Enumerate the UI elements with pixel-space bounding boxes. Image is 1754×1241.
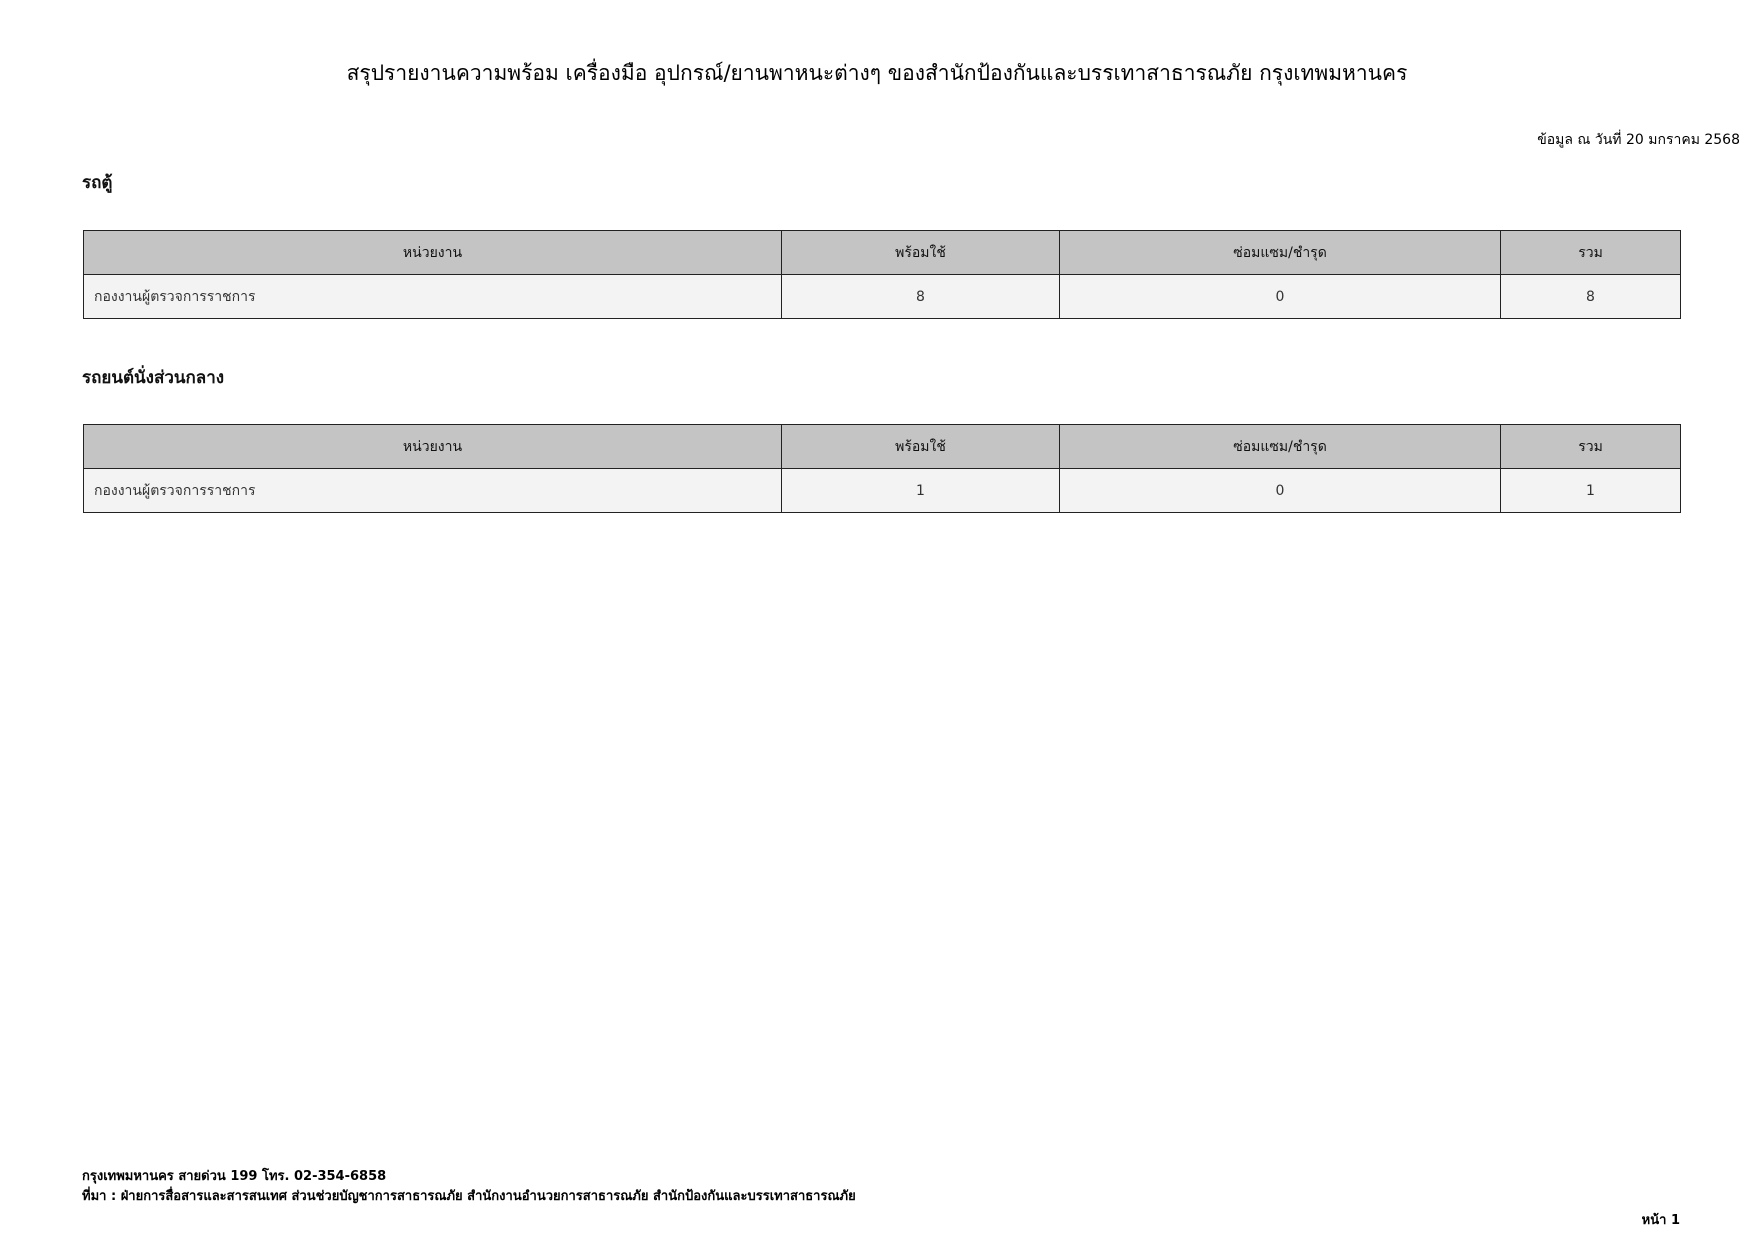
table-header-row bbox=[84, 425, 1681, 469]
section-title-van: รถตู้ bbox=[82, 173, 113, 193]
data-date: ข้อมูล ณ วันที่ 20 มกราคม 2568 bbox=[1537, 132, 1740, 148]
header-unit: หน่วยงาน bbox=[84, 231, 782, 275]
van-status-table bbox=[83, 230, 1681, 319]
cell-ready: 8 bbox=[782, 275, 1060, 319]
cell-unit: กองงานผู้ตรวจการราชการ bbox=[84, 469, 782, 513]
footer-source: ที่มา : ฝ่ายการสื่อสารและสารสนเทศ ส่วนช่วยบัญชาการสาธารณภัย สำนักงานอำนวยการสาธารณภัย สำนักป้องกันและบรรเทาสาธารณภัย bbox=[82, 1189, 856, 1204]
cell-unit: กองงานผู้ตรวจการราชการ bbox=[84, 275, 782, 319]
table-row bbox=[84, 275, 1681, 319]
header-repair: ซ่อมแซม/ชำรุด bbox=[1060, 425, 1501, 469]
header-repair: ซ่อมแซม/ชำรุด bbox=[1060, 231, 1501, 275]
header-total: รวม bbox=[1501, 425, 1681, 469]
central-car-status-table bbox=[83, 424, 1681, 513]
header-unit: หน่วยงาน bbox=[84, 425, 782, 469]
report-title: สรุปรายงานความพร้อม เครื่องมือ อุปกรณ์/ยานพาหนะต่างๆ ของสำนักป้องกันและบรรเทาสาธารณภัย กรุงเทพมหานคร bbox=[346, 61, 1408, 85]
header-ready: พร้อมใช้ bbox=[782, 425, 1060, 469]
section-title-central-car: รถยนต์นั่งส่วนกลาง bbox=[82, 368, 225, 388]
table-row bbox=[84, 469, 1681, 513]
footer-hotline: กรุงเทพมหานคร สายด่วน 199 โทร. 02-354-6858 bbox=[82, 1169, 387, 1184]
table-header-row bbox=[84, 231, 1681, 275]
page-number: หน้า 1 bbox=[1641, 1213, 1680, 1228]
cell-total: 1 bbox=[1501, 469, 1681, 513]
cell-repair: 0 bbox=[1060, 469, 1501, 513]
cell-total: 8 bbox=[1501, 275, 1681, 319]
cell-repair: 0 bbox=[1060, 275, 1501, 319]
header-total: รวม bbox=[1501, 231, 1681, 275]
header-ready: พร้อมใช้ bbox=[782, 231, 1060, 275]
cell-ready: 1 bbox=[782, 469, 1060, 513]
